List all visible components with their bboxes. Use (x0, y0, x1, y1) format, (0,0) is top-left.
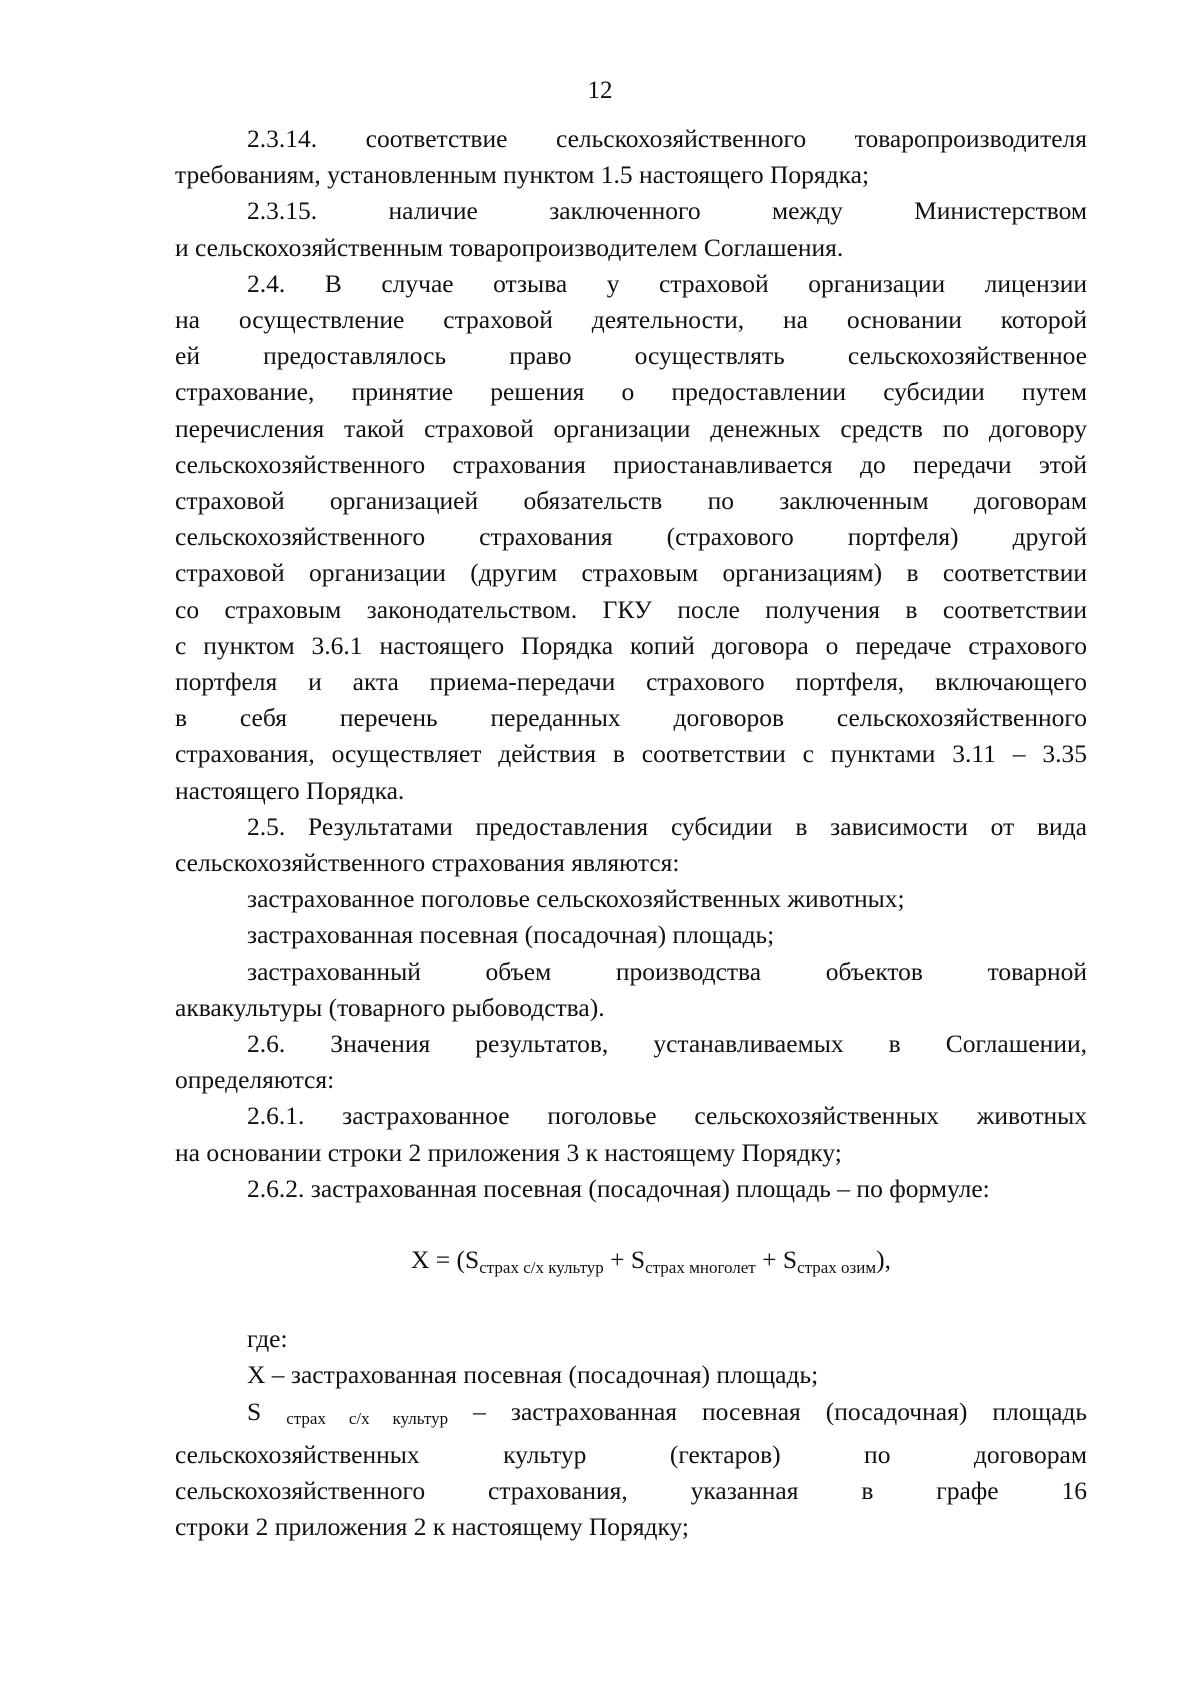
text-line: аквакультуры (товарного рыбоводства). (175, 992, 605, 1022)
definition-s-text: – застрахованная посевная (посадочная) площадь (473, 1396, 1088, 1426)
page-number: 12 (587, 77, 613, 104)
text-line: с пунктом 3.6.1 настоящего Порядка копий договора о передаче страхового (175, 630, 1087, 660)
paragraph-2-5 (175, 809, 1087, 881)
text-line: 2.3.15. наличие заключенного между Министерством (247, 196, 1087, 226)
result-item-livestock: застрахованное поголовье сельскохозяйственных животных; (247, 884, 905, 914)
paragraph-2-3-15 (175, 193, 1087, 265)
text-line: сельскохозяйственного страхования являются: (175, 848, 680, 878)
text-line: 2.5. Результатами предоставления субсидии в зависимости от вида (247, 811, 1087, 841)
formula-s-symbol: S (630, 1245, 646, 1275)
text-line: 2.4. В случае отзыва у страховой организации лицензии (247, 268, 1087, 298)
text-line: со страховым законодательством. ГКУ после получения в соответствии (175, 594, 1087, 624)
text-line: сельскохозяйственного страхования приостанавливается до передачи этой (175, 449, 1087, 479)
text-line: 2.3.14. соответствие сельскохозяйственного товаропроизводителя (247, 124, 1087, 153)
text-line: страховой организацией обязательств по заключенным договорам (175, 486, 1087, 516)
definition-s-subscript: страх с/х культур (286, 1408, 449, 1428)
text-line: строки 2 приложения 2 к настоящему Порядку; (175, 1512, 690, 1542)
text-line: ей предоставлялось право осуществлять сельскохозяйственное (175, 341, 1087, 371)
text-line: на осуществление страховой деятельности, на основании которой (175, 305, 1087, 335)
text-line: перечисления такой страховой организации денежных средств по договору (175, 413, 1087, 443)
text-line: портфеля и акта приема-передачи страхового портфеля, включающего (175, 667, 1087, 697)
text-line: определяются: (175, 1065, 335, 1095)
formula-s-symbol: S (465, 1245, 480, 1275)
definition-s-symbol: S (247, 1396, 262, 1426)
paragraph-2-6-2: 2.6.2. застрахованная посевная (посадочная) площадь – по формуле: (247, 1173, 990, 1203)
document-body (175, 121, 1087, 1545)
text-line: 2.6.1. застрахованное поголовье сельскохозяйственных животных (247, 1101, 1087, 1131)
text-line: сельскохозяйственного страхования, указанная в графе 16 (175, 1475, 1087, 1505)
definition-s-crops (175, 1394, 1087, 1546)
text-line: на основании строки 2 приложения 3 к настоящему Порядку; (175, 1137, 842, 1167)
text-line (175, 1394, 1087, 1437)
text-line: страховой организации (другим страховым организациям) в соответствии (175, 558, 1087, 588)
formula-plus: + (603, 1245, 631, 1275)
text-line: сельскохозяйственного страхования (страхового портфеля) другой (175, 522, 1087, 552)
result-item-aquaculture (175, 954, 1087, 1026)
paragraph-2-4 (175, 266, 1087, 809)
paragraph-2-6 (175, 1026, 1087, 1098)
text-line: страхование, принятие решения о предоставлении субсидии путем (175, 377, 1087, 407)
definition-x: X – застрахованная посевная (посадочная) площадь; (247, 1360, 819, 1390)
text-line: застрахованный объем производства объектов товарной (247, 956, 1087, 986)
formula-lhs: X = ( (410, 1245, 466, 1275)
formula-subscript-winter: страх озим (797, 1258, 877, 1278)
text-line: сельскохозяйственных культур (гектаров) по договорам (175, 1439, 1087, 1469)
formula-subscript-perennial: страх многолет (645, 1258, 756, 1278)
formula (175, 1242, 1087, 1286)
text-line: и сельскохозяйственным товаропроизводителем Соглашения. (175, 232, 844, 262)
text-line: в себя перечень переданных договоров сельскохозяйственного (175, 703, 1087, 733)
where-label: где: (247, 1324, 288, 1354)
text-line: настоящего Порядка. (175, 775, 405, 805)
text-line: 2.6. Значения результатов, устанавливаемых в Соглашении, (247, 1029, 1087, 1059)
paragraph-2-6-1 (175, 1098, 1087, 1170)
result-item-sown-area: застрахованная посевная (посадочная) площадь; (247, 920, 775, 950)
formula-subscript-crops: страх с/х культур (479, 1258, 604, 1278)
formula-plus: + (755, 1245, 783, 1275)
paragraph-2-3-14 (175, 121, 1087, 193)
formula-end: ), (876, 1245, 891, 1275)
formula-s-symbol: S (782, 1245, 798, 1275)
text-line: страхования, осуществляет действия в соответствии с пунктами 3.11 – 3.35 (175, 739, 1087, 769)
text-line: требованиям, установленным пунктом 1.5 настоящего Порядка; (175, 160, 870, 190)
